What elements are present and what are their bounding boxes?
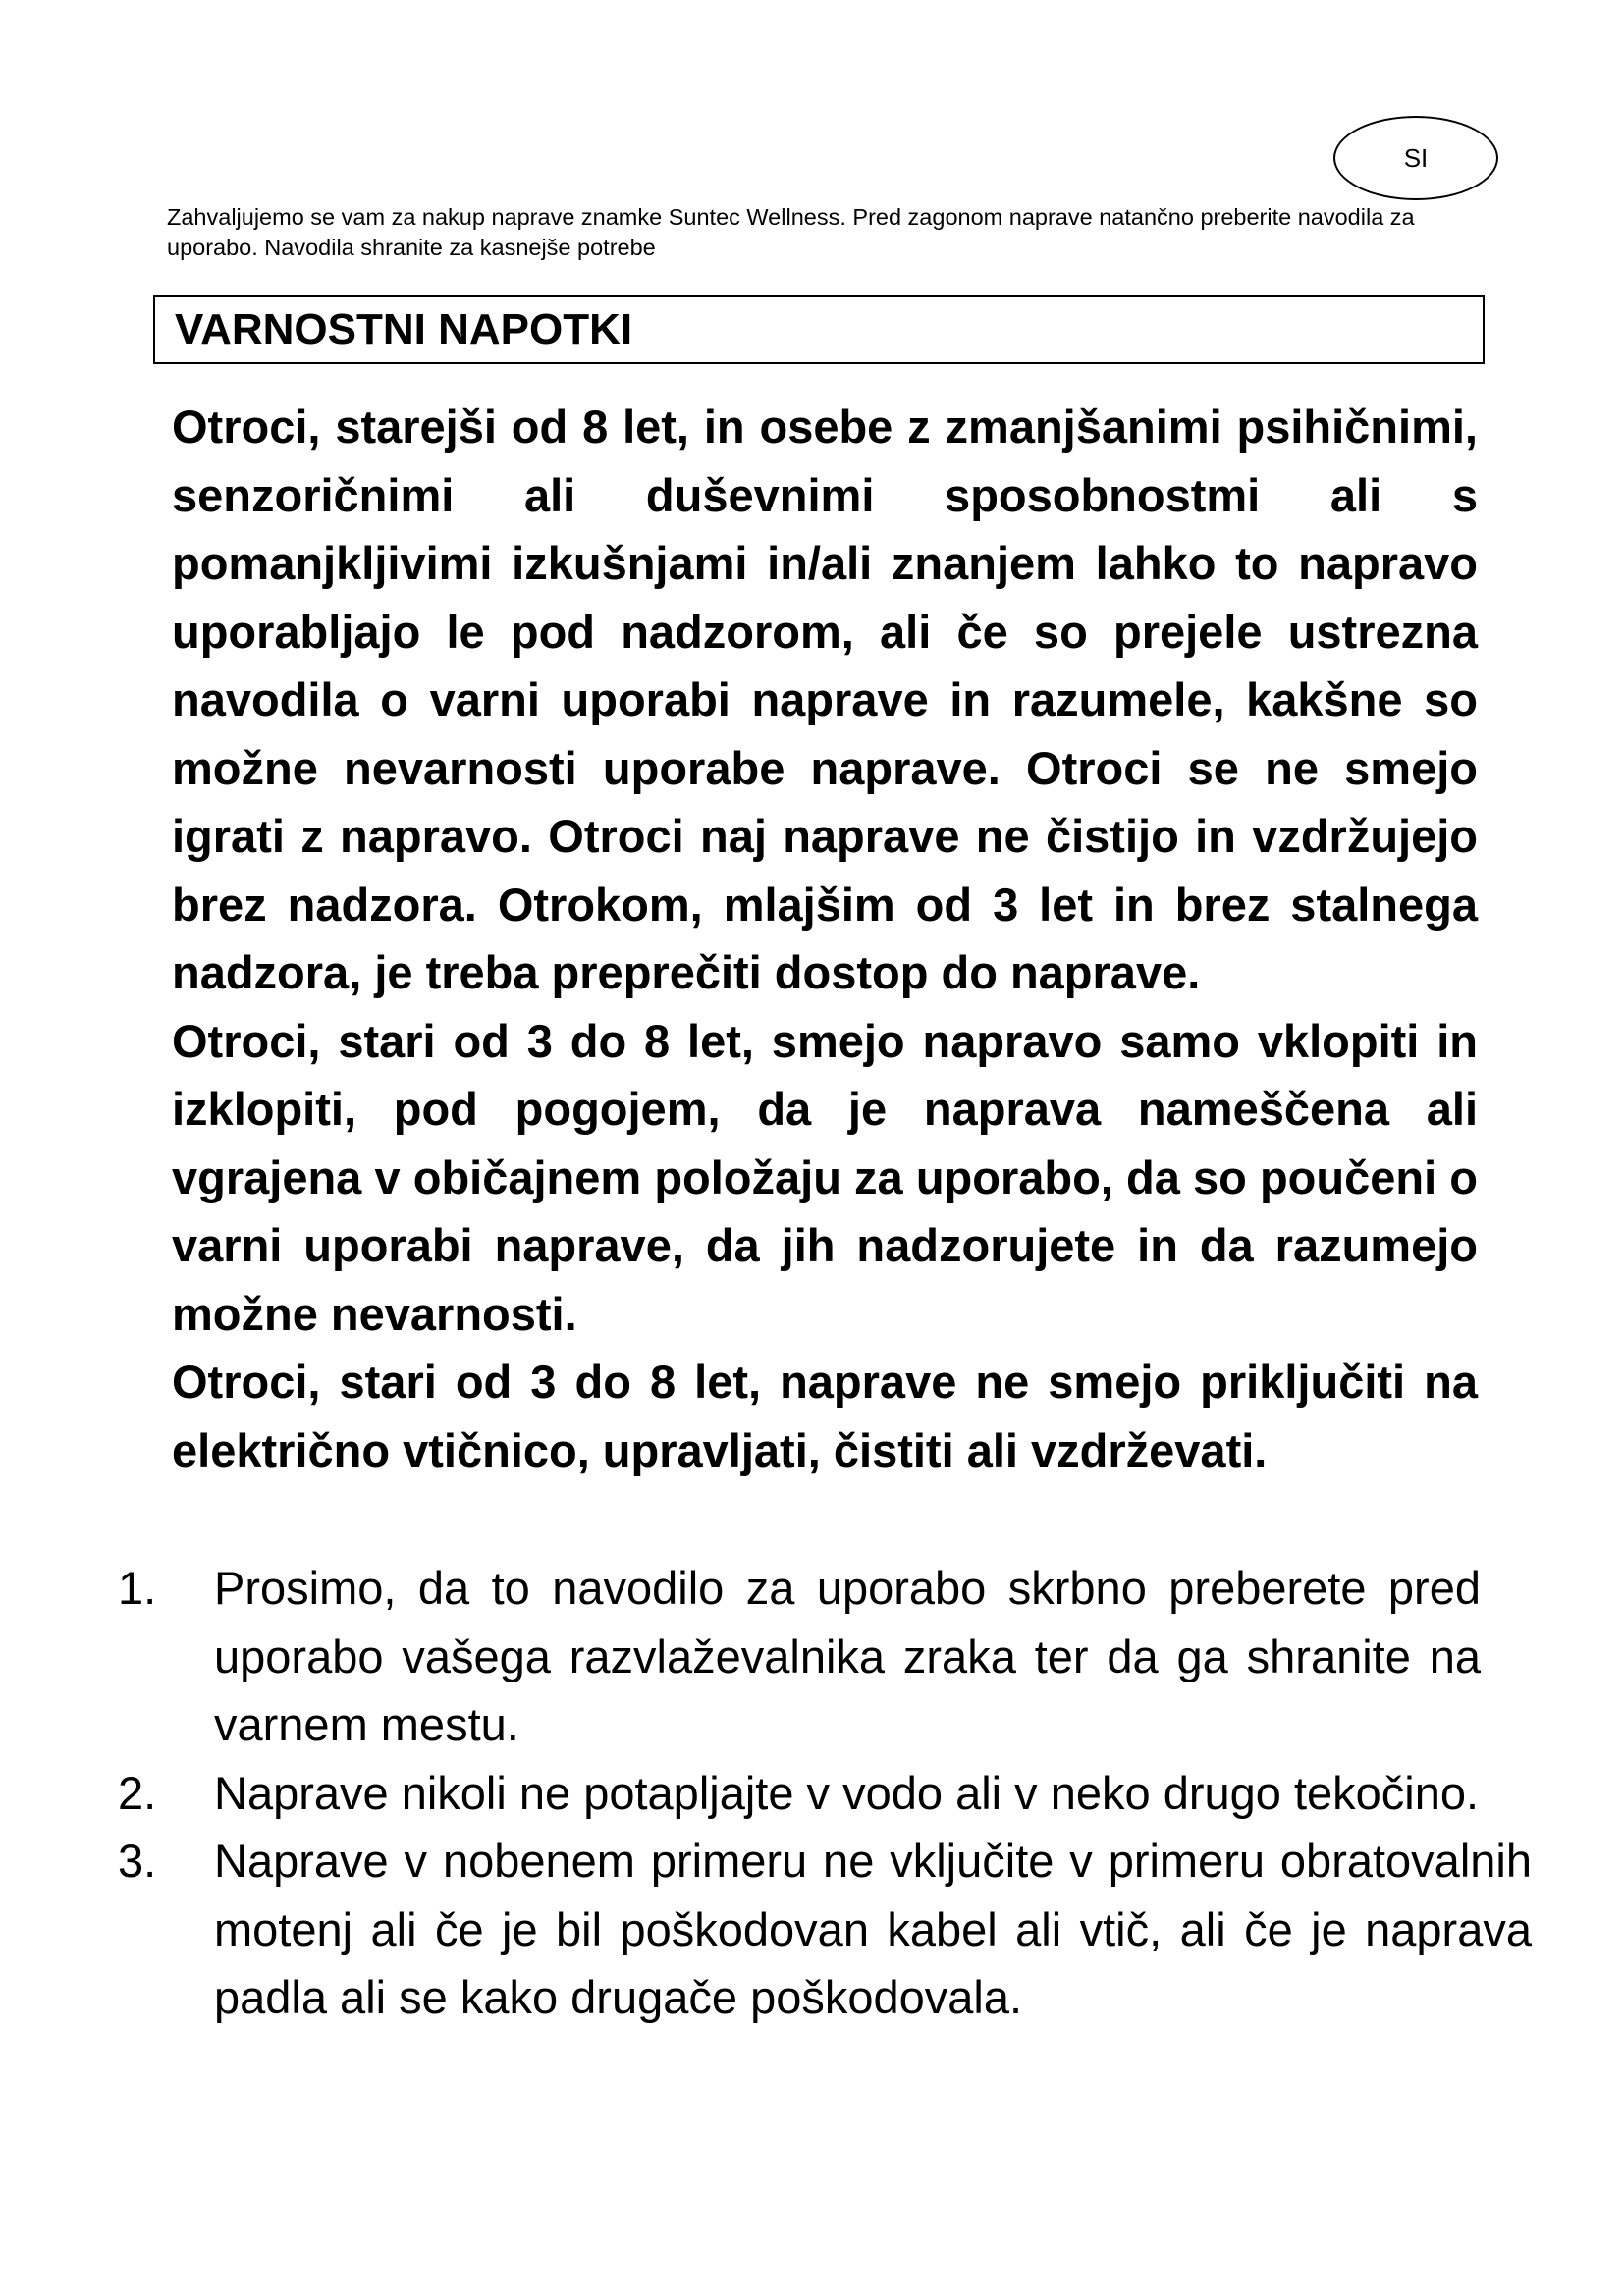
- language-badge: SI: [1333, 116, 1498, 200]
- section-title: [153, 295, 1485, 364]
- intro-text: Zahvaljujemo se vam za nakup naprave znamke Suntec Wellness. Pred zagonom naprave natančno preberite navodila za uporabo. Navodila shranite za kasnejše potrebe: [167, 204, 1415, 260]
- warning-paragraph: Otroci, stari od 3 do 8 let, naprave ne smejo priključiti na električno vtičnico, upravljati, čistiti ali vzdrževati.: [172, 1356, 1478, 1476]
- instruction-item: [118, 1759, 1481, 1828]
- instruction-list: [118, 1554, 1532, 2032]
- instruction-text: Prosimo, da to navodilo za uporabo skrbno preberete pred uporabo vašega razvlaževalnika zraka ter da ga shranite na varnem mestu.: [214, 1562, 1481, 1750]
- warning-paragraph: Otroci, stari od 3 do 8 let, smejo napravo samo vklopiti in izklopiti, pod pogojem, da je naprava nameščena ali vgrajena v običajnem položaju za uporabo, da so poučeni o varni uporabi naprave, da jih nadzorujete in da razumejo možne nevarnosti.: [172, 1014, 1478, 1340]
- instruction-item: [118, 1554, 1481, 1759]
- safety-warnings: [172, 393, 1478, 1484]
- warning-paragraph: Otroci, starejši od 8 let, in osebe z zmanjšanimi psihičnimi, senzoričnimi ali duševnimi sposobnostmi ali s pomanjkljivimi izkušnjami in/ali znanjem lahko to napravo uporabljajo le pod nadzorom, ali če so prejele ustrezna navodila o varni uporabi naprave in razumele, kakšne so možne nevarnosti uporabe naprave. Otroci se ne smejo igrati z napravo. Otroci naj naprave ne čistijo in vzdržujejo brez nadzora. Otrokom, mlajšim od 3 let in brez stalnega nadzora, je treba preprečiti dostop do naprave.: [172, 400, 1478, 998]
- instruction-number: 3.: [118, 1835, 157, 1887]
- instruction-number: 2.: [118, 1766, 157, 1819]
- instruction-text: Naprave v nobenem primeru ne vključite v primeru obratovalnih motenj ali če je bil poškodovan kabel ali vtič, ali če je naprava padla ali se kako drugače poškodovala.: [214, 1835, 1532, 2023]
- instruction-number: 1.: [118, 1562, 157, 1614]
- section-title-text: VARNOSTNI NAPOTKI: [175, 305, 633, 353]
- instruction-text: Naprave nikoli ne potapljajte v vodo ali v neko drugo tekočino.: [214, 1766, 1480, 1819]
- instruction-item: [118, 1827, 1532, 2032]
